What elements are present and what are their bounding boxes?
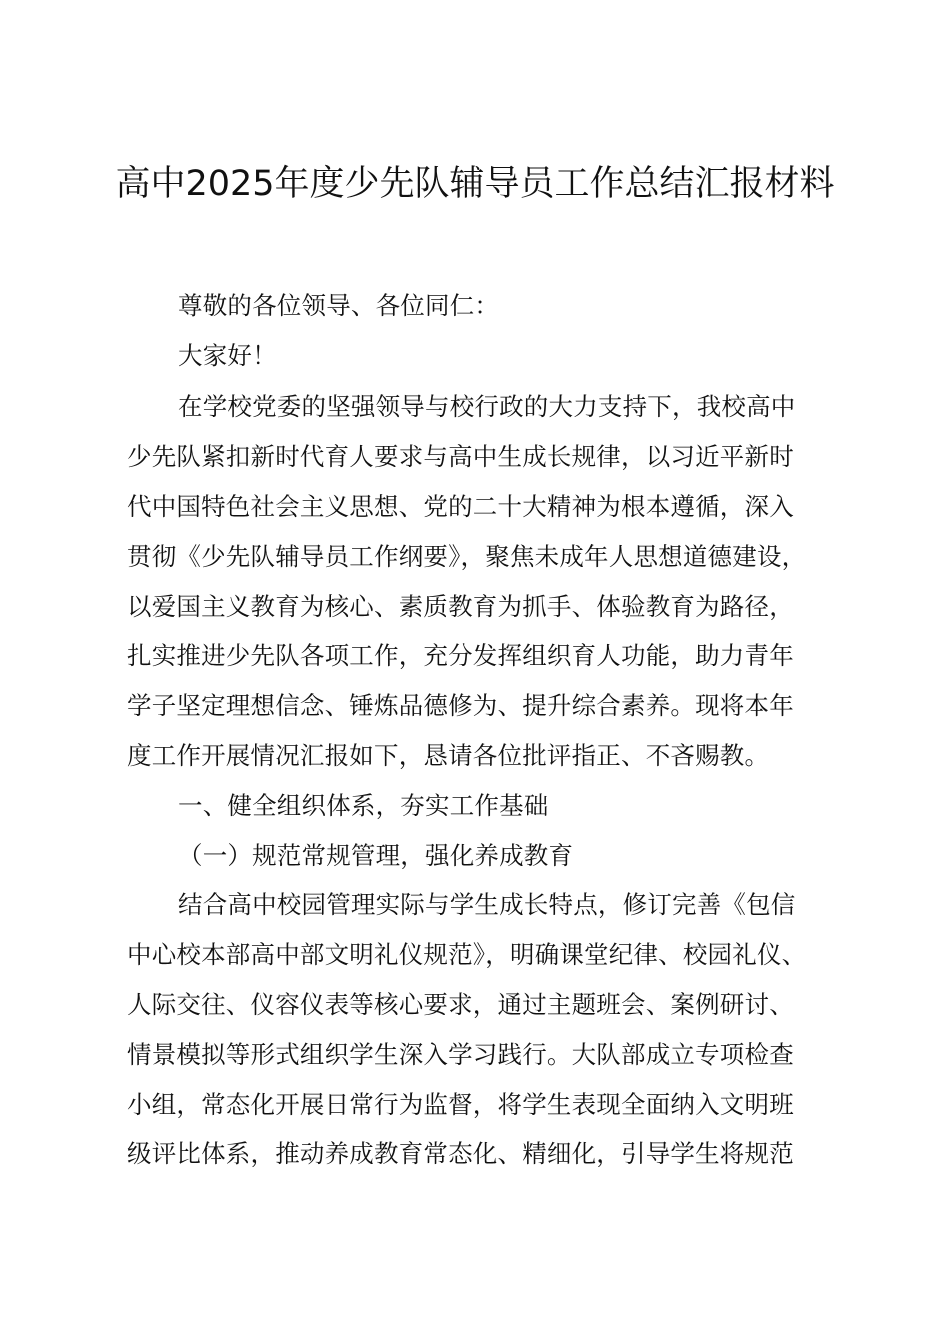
greeting-line: 大家好！ [178,341,277,370]
body-line: 小组，常态化开展日常行为监督，将学生表现全面纳入文明班 [127,1090,794,1119]
body-line: 结合高中校园管理实际与学生成长特点，修订完善《包信 [178,890,796,919]
section-heading: 一、健全组织体系，夯实工作基础 [178,791,549,820]
body-line: 学子坚定理想信念、锤炼品德修为、提升综合素养。现将本年 [127,691,794,720]
body-line: 人际交往、仪容仪表等核心要求，通过主题班会、案例研讨、 [127,990,794,1019]
body-line: 扎实推进少先队各项工作，充分发挥组织育人功能，助力青年 [127,641,794,670]
body-line: 代中国特色社会主义思想、党的二十大精神为根本遵循，深入 [127,492,794,521]
salutation-line: 尊敬的各位领导、各位同仁： [178,291,500,320]
document-title: 高中2025年度少先队辅导员工作总结汇报材料 [115,164,835,204]
body-line: 少先队紧扣新时代育人要求与高中生成长规律，以习近平新时 [127,442,794,471]
body-line: 以爱国主义教育为核心、素质教育为抓手、体验教育为路径， [127,592,794,621]
body-line: 级评比体系，推动养成教育常态化、精细化，引导学生将规范 [127,1139,794,1168]
body-line: 在学校党委的坚强领导与校行政的大力支持下，我校高中 [178,392,796,421]
body-line: 情景模拟等形式组织学生深入学习践行。大队部成立专项检查 [127,1040,794,1069]
body-line: 贯彻《少先队辅导员工作纲要》，聚焦未成年人思想道德建设， [127,542,807,571]
body-line: 中心校本部高中部文明礼仪规范》，明确课堂纪律、校园礼仪、 [127,940,807,969]
body-line: 度工作开展情况汇报如下，恳请各位批评指正、不吝赐教。 [127,741,770,770]
subsection-heading: （一）规范常规管理，强化养成教育 [178,841,574,870]
